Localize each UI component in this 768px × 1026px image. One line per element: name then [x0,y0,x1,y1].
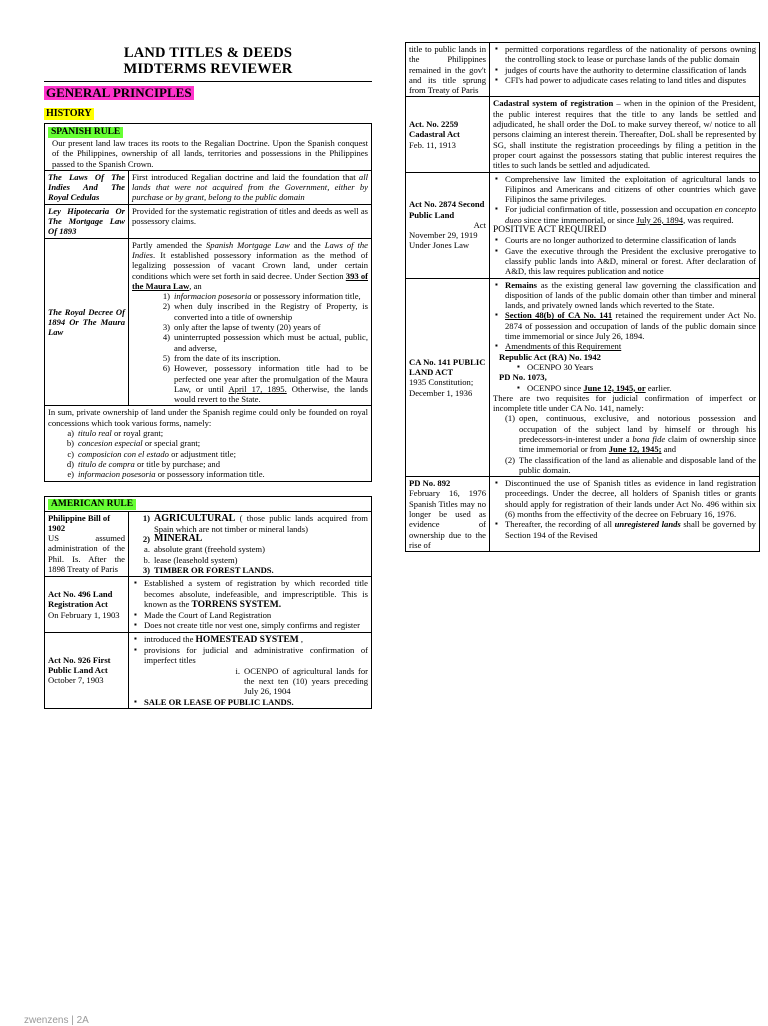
maura-item: 4) uninterrupted possession which must be actual, public, and adverse, [162,332,368,353]
row-text-act-496: ▪ Established a system of registration by which recorded title becomes absolute, indefeasible, and imprescriptible. This is known as the TORRENS SYSTEM. ▪ Made the Court of Land Registration ▪ Does not create title nor vest one, simply confirms and register [129,577,372,632]
row-label-act-2874: Act No. 2874 Second Public Land Act November 29, 1919 Under Jones Law [406,172,490,278]
row-label-laws-indies: The Laws Of The Indies And The Royal Cedulas [45,170,129,204]
left-column [44,42,372,709]
row-text-act-926: ▪ introduced the HOMESTEAD SYSTEM , ▪ provisions for judicial and administrative confirmation of imperfect titles i. OCENPO of agricultural lands for the next ten (10) years preceding July 26, 1904 ▪ SALE OR LEASE OF PUBLIC LANDS. [129,632,372,708]
spanish-rule-table [44,123,372,482]
right-column [405,42,760,552]
grant-form-item: e) informacion posesoria or possessory information title. [67,469,265,480]
row-text-ca-141: ▪ Remains as the existing general law governing the classification and disposition of lands of the public domain other than timber and mineral lands, and privately owned lands which reverted to the State. ▪ Section 48(b) of CA No. 141 retained the requirement under Act No. 2874 of possession and occupation of lands of the public domain since time immemorial or since July 26, 1894. ▪ Amendments of this Requirement Republic Act (RA) No. 1942 ▪ OCENPO 30 Years PD No. 1073, ▪ OCENPO since June 12, 1945, or earlier. There are two requisites for judicial confirmation of imperfect or incomplete title under CA No. 141, namely: (1) open, continuous, exclusive, and notorious possession and occupation of the subject land by himself or through his predecessors-in-interest under a bona fide claim of ownership since time immemorial or from June 12, 1945; and (2) The classification of the land as alienable and disposable land of the public domain. [490,278,760,477]
maura-item: 1) informacion posesoria or possessory information title, [162,291,361,302]
spanish-summary: In sum, private ownership of land under the Spanish regime could only be founded on royal concessions which took various forms, namely: a) titulo real or royal grant; b) concesion especial or special grant; c) composicion con el estado or adjustment title; d) titulo de compra or title by purchase; and e) informacion posesoria or possessory information title. [45,406,372,481]
positive-act-heading: POSITIVE ACT REQUIRED [493,225,607,236]
maura-item: 2) when duly inscribed in the Registry of Property, is converted into a title of ownership [162,301,368,322]
maura-item: 3) only after the lapse of twenty (20) years of [162,322,321,333]
row-text-treaty: ▪ permitted corporations regardless of the nationality of persons owning the controlling stock to lease or purchase lands of the public domain ▪ judges of courts have the authority to determine classification of lands ▪ CFI's had power to adjudicate cases relating to land titles and disputes [490,43,760,97]
row-text-laws-indies: First introduced Regalian doctrine and laid the foundation that all lands that were not acquired from the Government, either by purchase or by grant, belong to the public domain [129,170,372,204]
section-heading-general: GENERAL PRINCIPLES [46,85,192,100]
row-label-maura-law: The Royal Decree Of 1894 Or The Maura Law [45,238,129,406]
american-rule-label: AMERICAN RULE [48,499,136,510]
row-text-mortgage-law: Provided for the systematic registration of titles and deeds as well as possessory claims. [129,204,372,238]
spanish-intro: Our present land law traces its roots to the Regalian Doctrine. Upon the Spanish conquest of the Philippines, ownership of all lands, territories and possessions in the Philippines passed to the Spanish Crown. [52,138,368,169]
row-text-philippine-bill: 1) AGRICULTURAL ( those public lands acquired from Spain which are not timber or mineral lands) 2) MINERAL a. absolute grant (freehold system) b. lease (leasehold system) 3) TIMBER OR FOREST LANDS. [129,511,372,577]
grant-form-item: a) titulo real or royal grant; [67,428,164,439]
row-label-act-496: Act No. 496 Land Registration Act On February 1, 1903 [45,577,129,632]
row-label-pd-892: PD No. 892 February 16, 1976 Spanish Titles may no longer be used as evidence of ownership due to the rise of [406,477,490,552]
row-text-maura-law: Partly amended the Spanish Mortgage Law and the Laws of the Indies. It established possessory information as the method of legalizing possession of vacant Crown land, under certain conditions which were set forth in said decree. Under Section 393 of the Maura Law, an 1) informacion posesoria or possessory information title, 2) when duly inscribed in the Registry of Property, is converted into a title of ownership 3) only after the lapse of twenty (20) years of 4) uninterrupted possession which must be actual, public, and adverse, 5) from the date of its inscription. 6) However, possessory information title had to be perfected one year after the promulgation of the Maura Law, or until April 17, 1895. Otherwise, the lands would revert to the State. [129,238,372,406]
row-text-pd-892: ▪ Discontinued the use of Spanish titles as evidence in land registration proceedings. Under the decree, all holders of Spanish titles or grants should apply for registration of their lands under Act No. 496 within six (6) months from the effectivity of the decree on February 16, 1976. ▪ Thereafter, the recording of all unregistered lands shall be governed by Section 194 of the Revised [490,477,760,552]
maura-item: 6) However, possessory information title had to be perfected one year after the promulgation of the Maura Law, or until April 17, 1895. Otherwise, the lands would revert to the State. [162,363,368,405]
grant-form-item: c) composicion con el estado or adjustment title; [67,448,237,459]
grant-form-item: d) titulo de compra or title by purchase; and [66,458,221,469]
spanish-rule-label: SPANISH RULE [48,127,123,138]
page-footer: zwenzens | 2A [24,1015,89,1026]
title-divider [44,81,372,82]
row-label-ca-141: CA No. 141 PUBLIC LAND ACT 1935 Constitution; December 1, 1936 [406,278,490,477]
row-text-act-2874: ▪ Comprehensive law limited the exploitation of agricultural lands to Filipinos and Americans and citizens of other countries which gave Filipinos the same privileges. ▪ For judicial confirmation of title, possession and occupation en concepto dueo since time immemorial, or since July 26, 1894, was required. POSITIVE ACT REQUIRED ▪ Courts are no longer authorized to determine classification of lands ▪ Gave the executive through the President the exclusive prerogative to classify public lands into A&D, mineral or forest. After declaration of A&D, this law requires publication and notice [490,172,760,278]
row-label-treaty: title to public lands in the Philippines remained in the gov't and its title sprung from Treaty of Paris [406,43,490,97]
row-label-mortgage-law: Ley Hipotecaria Or The Mortgage Law Of 1893 [45,204,129,238]
row-label-act-2259: Act. No. 2259 Cadastral Act Feb. 11, 1913 [406,97,490,172]
maura-item: 5) from the date of its inscription. [162,352,281,363]
title-line-2: MIDTERMS REVIEWER [123,61,293,77]
subheading-history: HISTORY [46,108,92,119]
row-label-act-926: Act No. 926 First Public Land Act October 7, 1903 [45,632,129,708]
title-line-1: LAND TITLES & DEEDS [123,45,293,61]
philippine-laws-table [405,42,760,552]
american-rule-table [44,496,372,709]
grant-form-item: b) concesion especial or special grant; [66,438,201,449]
row-label-philippine-bill: Philippine Bill of 1902 US assumed administration of the Phil. Is. After the 1898 Treaty of Paris [45,511,129,577]
row-text-act-2259: Cadastral system of registration – when in the opinion of the President, the public interest requires that the title to any lands be settled and adjudicated, he shall order the DoL to make survey thereof, w/ notice to all persons claiming an interest therein. Thereafter, DoL shall be represented by SG, shall institute the registration proceedings by filing a petition in the proper court against the possessors stating that public interest requires the titles to such lands be settled and adjudicated. [490,97,760,172]
document-title [44,45,372,77]
